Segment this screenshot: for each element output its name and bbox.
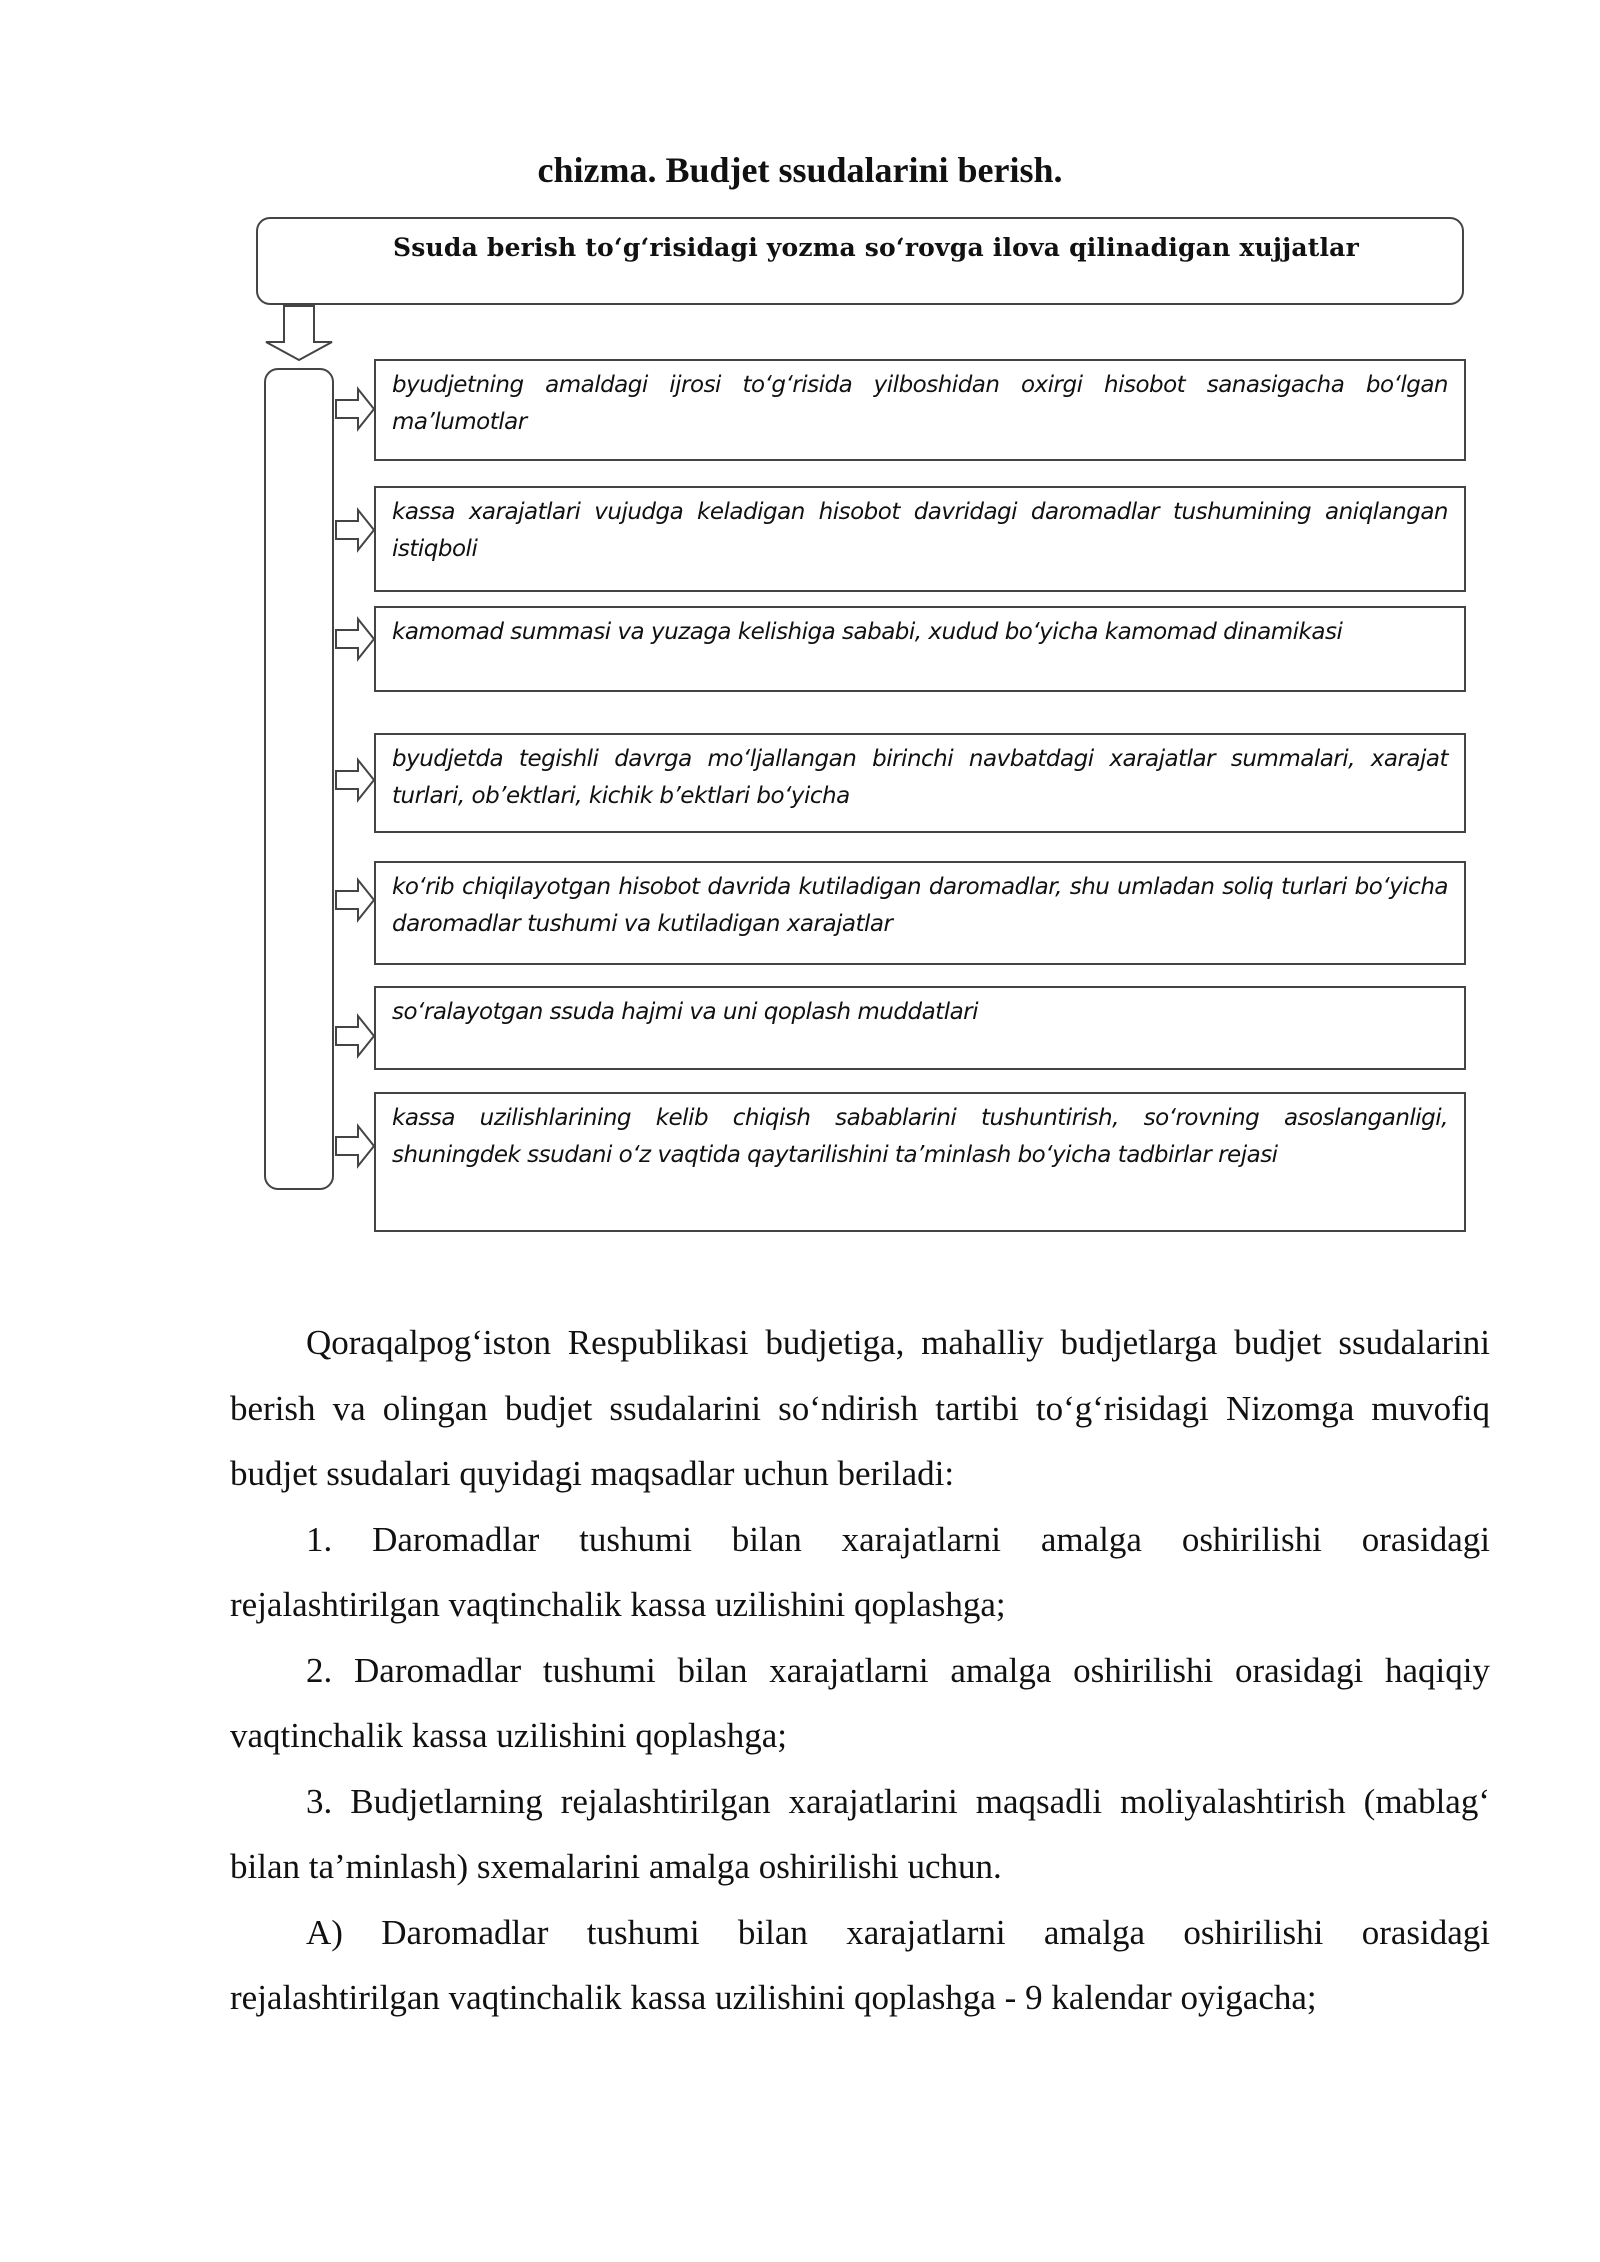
right-arrow-icon-5 — [336, 880, 374, 920]
diagram-item-3: kamomad summasi va yuzaga kelishiga sababi, xudud bo‘yicha kamomad dinamikasi — [374, 606, 1466, 692]
right-arrow-icon-6 — [336, 1016, 374, 1056]
diagram-item-6: so‘ralayotgan ssuda hajmi va uni qoplash muddatlari — [374, 986, 1466, 1070]
diagram-header-text: Ssuda berish to‘g‘risidagi yozma so‘rovga ilova qilinadigan xujjatlar — [393, 233, 1359, 262]
paragraph-item-3: 3. Budjetlarning rejalashtirilgan xarajatlarini maqsadli moliyalashtirish (mablag‘ bilan ta’minlash) sxemalarini amalga oshirilishi uchun. — [230, 1781, 1490, 1886]
diagram-item-7: kassa uzilishlarining kelib chiqish sabablarini tushuntirish, so‘rovning asoslanganligi, shuningdek ssudani o‘z vaqtida qaytarilishini ta’minlash bo‘yicha tadbirlar rejasi — [374, 1092, 1466, 1232]
paragraph-item-2: 2. Daromadlar tushumi bilan xarajatlarni amalga oshirilishi orasidagi haqiqiy vaqtinchalik kassa uzilishini qoplashga; — [230, 1650, 1490, 1755]
diagram-item-1: byudjetning amaldagi ijrosi to‘g‘risida yilboshidan oxirgi hisobot sanasigacha bo‘lgan ma’lumotlar — [374, 359, 1466, 461]
down-arrow-icon — [266, 306, 332, 360]
paragraph-item-1: 1. Daromadlar tushumi bilan xarajatlarni amalga oshirilishi orasidagi rejalashtirilgan vaqtinchalik kassa uzilishini qoplashga; — [230, 1519, 1490, 1624]
right-arrow-icon-4 — [336, 760, 374, 800]
paragraph-intro: Qoraqalpog‘iston Respublikasi budjetiga, mahalliy budjetlarga budjet ssudalarini berish va olingan budjet ssudalarini so‘ndirish tartibi to‘g‘risidagi Nizomga muvofiq budjet ssudalari quyidagi maqsadlar uchun beriladi: — [230, 1323, 1490, 1493]
right-arrow-icon-1 — [336, 389, 374, 429]
right-arrow-icon-2 — [336, 510, 374, 550]
diagram-spine — [264, 368, 334, 1190]
figure-caption: chizma. Budjet ssudalarini berish. — [537, 150, 1063, 190]
right-arrow-icon-7 — [336, 1126, 374, 1166]
diagram-item-2: kassa xarajatlari vujudga keladigan hisobot davridagi daromadlar tushumining aniqlangan istiqboli — [374, 486, 1466, 592]
body-text — [230, 1310, 1490, 2031]
paragraph-item-a: A) Daromadlar tushumi bilan xarajatlarni amalga oshirilishi orasidagi rejalashtirilgan vaqtinchalik kassa uzilishini qoplashga - 9 kalendar oyigacha; — [230, 1912, 1490, 2017]
diagram-item-5: ko‘rib chiqilayotgan hisobot davrida kutiladigan daromadlar, shu umladan soliq turlari bo‘yicha daromadlar tushumi va kutiladigan xarajatlar — [374, 861, 1466, 965]
diagram-item-4: byudjetda tegishli davrga mo‘ljallangan birinchi navbatdagi xarajatlar summalari, xarajat turlari, ob’ektlari, kichik b’ektlari bo‘yicha — [374, 733, 1466, 833]
right-arrow-icon-3 — [336, 619, 374, 659]
